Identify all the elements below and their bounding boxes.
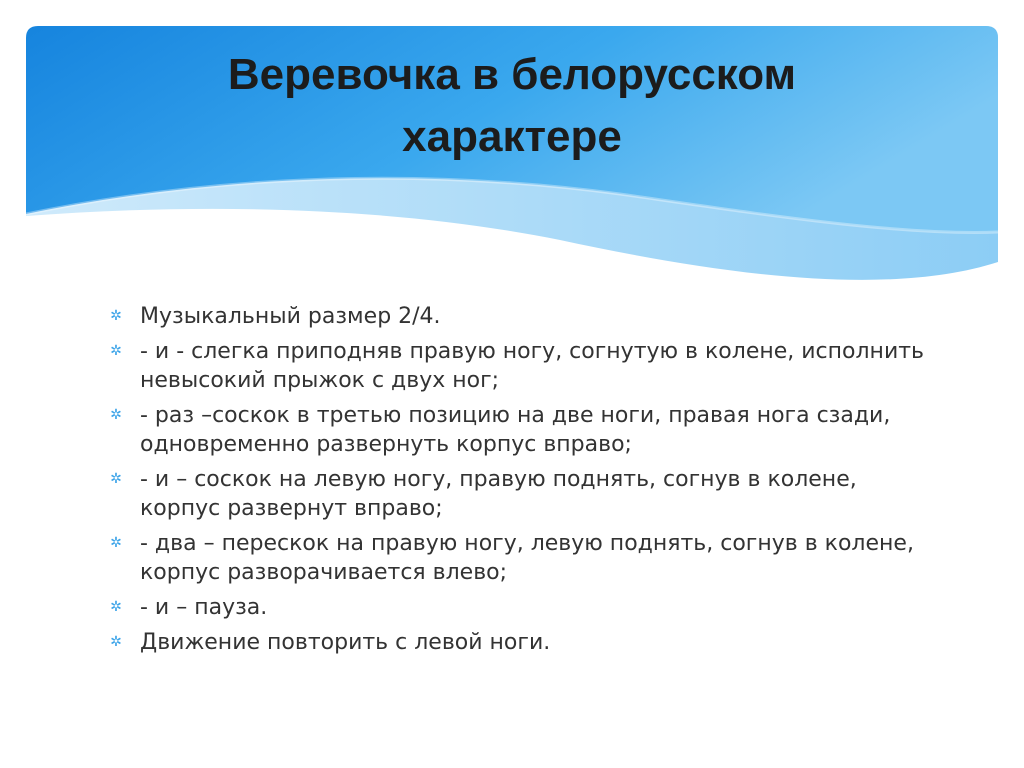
list-item-text: - и – соскок на левую ногу, правую поднять, согнув в колене, корпус развернут вправо; bbox=[140, 467, 857, 521]
asterisk-bullet-icon: ✲ bbox=[110, 634, 122, 650]
list-item-text: - и – пауза. bbox=[140, 595, 268, 620]
asterisk-bullet-icon: ✲ bbox=[110, 308, 122, 324]
list-item bbox=[106, 593, 936, 622]
list-item-text: Музыкальный размер 2/4. bbox=[140, 304, 441, 329]
asterisk-bullet-icon: ✲ bbox=[110, 343, 122, 359]
list-item-text: - раз –соскок в третью позицию на две ноги, правая нога сзади, одновременно развернуть корпус вправо; bbox=[140, 403, 891, 457]
list-item bbox=[106, 337, 936, 395]
list-item-text: Движение повторить с левой ноги. bbox=[140, 630, 551, 655]
list-item bbox=[106, 529, 936, 587]
list-item bbox=[106, 401, 936, 459]
asterisk-bullet-icon: ✲ bbox=[110, 535, 122, 551]
list-item-text: - и - слегка приподняв правую ногу, согнутую в колене, исполнить невысокий прыжок с двух ног; bbox=[140, 339, 925, 393]
list-item bbox=[106, 628, 936, 657]
asterisk-bullet-icon: ✲ bbox=[110, 599, 122, 615]
asterisk-bullet-icon: ✲ bbox=[110, 471, 122, 487]
list-item-text: - два – перескок на правую ногу, левую поднять, согнув в колене, корпус разворачивается влево; bbox=[140, 531, 914, 585]
list-item bbox=[106, 302, 936, 331]
bullet-list bbox=[106, 302, 936, 663]
slide-title: Веревочка в белорусском характере bbox=[227, 50, 797, 161]
list-item bbox=[106, 465, 936, 523]
asterisk-bullet-icon: ✲ bbox=[110, 407, 122, 423]
